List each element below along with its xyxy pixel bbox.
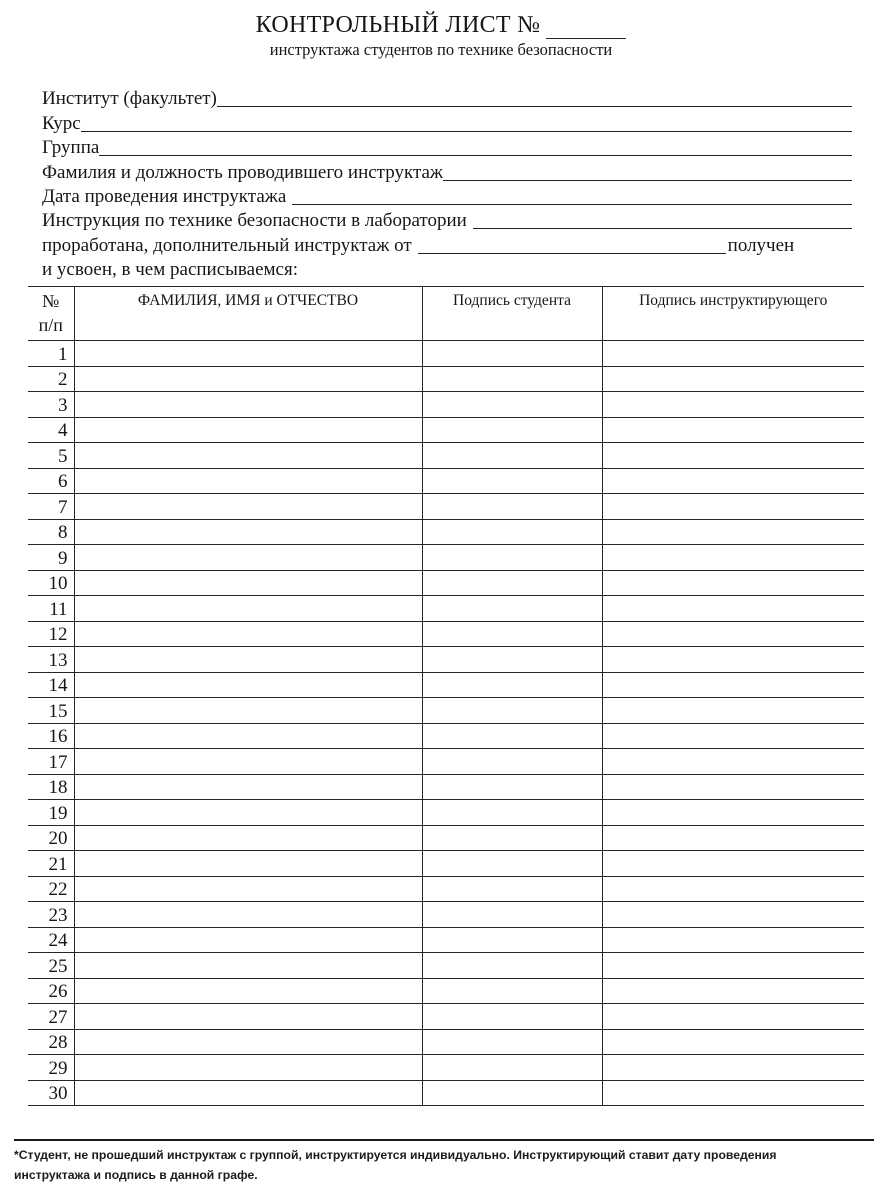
name-cell[interactable]	[74, 596, 422, 622]
name-cell[interactable]	[74, 927, 422, 953]
student-signature-cell[interactable]	[422, 1004, 602, 1030]
instructor-signature-cell[interactable]	[602, 774, 864, 800]
row-number: 5	[28, 443, 74, 469]
table-row	[28, 443, 864, 469]
footnote-line-1: *Студент, не прошедший инструктаж с группой, инструктируется индивидуально. Инструктирующий ставит дату проведения	[14, 1148, 777, 1162]
course-field	[42, 110, 852, 134]
table-row	[28, 902, 864, 928]
sheet-title-text: КОНТРОЛЬНЫЙ ЛИСТ №	[255, 12, 541, 38]
student-signature-cell[interactable]	[422, 1055, 602, 1081]
instructor-signature-cell[interactable]	[602, 545, 864, 571]
name-cell[interactable]	[74, 443, 422, 469]
name-cell[interactable]	[74, 341, 422, 367]
instructor-signature-cell[interactable]	[602, 1029, 864, 1055]
table-row	[28, 749, 864, 775]
student-signature-cell[interactable]	[422, 494, 602, 520]
table-row	[28, 876, 864, 902]
student-signature-cell[interactable]	[422, 341, 602, 367]
instructor-signature-column-header: Подпись инструктирующего	[602, 287, 864, 341]
instructor-signature-cell[interactable]	[602, 698, 864, 724]
row-number: 23	[28, 902, 74, 928]
row-number: 21	[28, 851, 74, 877]
footnote-divider	[14, 1139, 874, 1141]
instructor-signature-cell[interactable]	[602, 519, 864, 545]
name-cell[interactable]	[74, 1029, 422, 1055]
row-number: 28	[28, 1029, 74, 1055]
student-signature-cell[interactable]	[422, 647, 602, 673]
instructor-signature-cell[interactable]	[602, 647, 864, 673]
student-signature-cell[interactable]	[422, 417, 602, 443]
student-signature-cell[interactable]	[422, 443, 602, 469]
row-number: 30	[28, 1080, 74, 1106]
row-number: 2	[28, 366, 74, 392]
table-row	[28, 392, 864, 418]
instructor-signature-cell[interactable]	[602, 621, 864, 647]
student-signature-cell[interactable]	[422, 698, 602, 724]
group-field	[42, 135, 852, 159]
name-cell[interactable]	[74, 468, 422, 494]
laboratory-blank[interactable]	[473, 211, 852, 229]
name-cell[interactable]	[74, 417, 422, 443]
instructor-blank[interactable]	[443, 163, 852, 181]
instructor-signature-cell[interactable]	[602, 851, 864, 877]
table-row	[28, 596, 864, 622]
table-row	[28, 698, 864, 724]
additional-instruction-label: проработана, дополнительный инструктаж от	[42, 234, 412, 256]
group-blank[interactable]	[99, 138, 852, 156]
instructor-signature-cell[interactable]	[602, 341, 864, 367]
instructor-signature-cell[interactable]	[602, 494, 864, 520]
student-signature-cell[interactable]	[422, 1029, 602, 1055]
instructor-signature-cell[interactable]	[602, 392, 864, 418]
student-signature-cell[interactable]	[422, 800, 602, 826]
table-row	[28, 468, 864, 494]
name-cell[interactable]	[74, 953, 422, 979]
student-signature-cell[interactable]	[422, 851, 602, 877]
name-cell[interactable]	[74, 902, 422, 928]
name-cell[interactable]	[74, 392, 422, 418]
student-signature-cell[interactable]	[422, 825, 602, 851]
date-field	[42, 184, 852, 208]
header-fields	[42, 86, 852, 281]
table-row	[28, 519, 864, 545]
instructor-signature-cell[interactable]	[602, 1055, 864, 1081]
table-row	[28, 927, 864, 953]
student-signature-cell[interactable]	[422, 545, 602, 571]
student-signature-cell[interactable]	[422, 749, 602, 775]
instructor-signature-cell[interactable]	[602, 672, 864, 698]
student-signature-cell[interactable]	[422, 1080, 602, 1106]
name-cell[interactable]	[74, 825, 422, 851]
num-header-line1: №	[42, 291, 60, 311]
student-signature-cell[interactable]	[422, 519, 602, 545]
student-signature-cell[interactable]	[422, 468, 602, 494]
row-number: 13	[28, 647, 74, 673]
student-signature-cell[interactable]	[422, 621, 602, 647]
student-signature-cell[interactable]	[422, 978, 602, 1004]
row-number: 29	[28, 1055, 74, 1081]
sheet-number-blank[interactable]	[546, 17, 626, 39]
instructor-signature-cell[interactable]	[602, 596, 864, 622]
row-number: 8	[28, 519, 74, 545]
sheet-subtitle: инструктажа студентов по технике безопасности	[269, 40, 613, 59]
institute-blank[interactable]	[217, 89, 852, 107]
name-cell[interactable]	[74, 647, 422, 673]
table-row	[28, 723, 864, 749]
instructor-signature-cell[interactable]	[602, 876, 864, 902]
name-cell[interactable]	[74, 1004, 422, 1030]
received-label: получен	[727, 234, 795, 256]
instructor-signature-cell[interactable]	[602, 927, 864, 953]
table-row	[28, 621, 864, 647]
table-row	[28, 953, 864, 979]
table-row	[28, 545, 864, 571]
course-blank[interactable]	[81, 114, 852, 132]
num-header-line2: п/п	[38, 315, 63, 335]
row-number: 4	[28, 417, 74, 443]
name-cell[interactable]	[74, 570, 422, 596]
roster-body	[28, 341, 864, 1106]
table-row	[28, 1029, 864, 1055]
table-row	[28, 1004, 864, 1030]
student-signature-cell[interactable]	[422, 723, 602, 749]
row-number: 7	[28, 494, 74, 520]
table-row	[28, 825, 864, 851]
row-number: 14	[28, 672, 74, 698]
student-signature-cell[interactable]	[422, 570, 602, 596]
name-cell[interactable]	[74, 978, 422, 1004]
acknowledgement-label: и усвоен, в чем расписываемся:	[42, 259, 298, 281]
student-signature-cell[interactable]	[422, 366, 602, 392]
instructor-field	[42, 159, 852, 183]
name-cell[interactable]	[74, 723, 422, 749]
acknowledgement-line	[42, 257, 852, 281]
name-cell[interactable]	[74, 1055, 422, 1081]
row-number: 11	[28, 596, 74, 622]
table-row	[28, 647, 864, 673]
instructor-signature-cell[interactable]	[602, 800, 864, 826]
table-row	[28, 417, 864, 443]
instructor-signature-cell[interactable]	[602, 1004, 864, 1030]
row-number: 3	[28, 392, 74, 418]
name-column-header: ФАМИЛИЯ, ИМЯ и ОТЧЕСТВО	[74, 287, 422, 341]
table-row	[28, 1055, 864, 1081]
date-blank[interactable]	[292, 187, 852, 205]
student-signature-cell[interactable]	[422, 927, 602, 953]
instructor-signature-cell[interactable]	[602, 366, 864, 392]
name-cell[interactable]	[74, 749, 422, 775]
name-cell[interactable]	[74, 1080, 422, 1106]
footnote-line-2: инструктажа и подпись в данной графе.	[14, 1168, 258, 1182]
sheet-title	[0, 12, 882, 39]
instructor-signature-cell[interactable]	[602, 570, 864, 596]
course-label: Курс	[42, 112, 81, 134]
name-cell[interactable]	[74, 494, 422, 520]
row-number: 16	[28, 723, 74, 749]
additional-instruction-field	[42, 232, 852, 256]
table-row	[28, 341, 864, 367]
roster-table-wrap	[28, 286, 864, 1106]
num-column-header	[28, 287, 74, 341]
row-number: 18	[28, 774, 74, 800]
name-cell[interactable]	[74, 774, 422, 800]
roster-table	[28, 286, 864, 1106]
table-row	[28, 851, 864, 877]
row-number: 15	[28, 698, 74, 724]
table-row	[28, 672, 864, 698]
student-signature-cell[interactable]	[422, 876, 602, 902]
table-row	[28, 494, 864, 520]
instruction-field	[42, 208, 852, 232]
instructor-signature-cell[interactable]	[602, 443, 864, 469]
row-number: 25	[28, 953, 74, 979]
instruction-label: Инструкция по технике безопасности в лаборатории	[42, 210, 467, 232]
name-cell[interactable]	[74, 519, 422, 545]
footnote	[14, 1145, 874, 1185]
row-number: 12	[28, 621, 74, 647]
date-label: Дата проведения инструктажа	[42, 185, 287, 207]
row-number: 9	[28, 545, 74, 571]
instructor-signature-cell[interactable]	[602, 953, 864, 979]
name-cell[interactable]	[74, 672, 422, 698]
instructor-label: Фамилия и должность проводившего инструктаж	[42, 161, 444, 183]
student-signature-cell[interactable]	[422, 392, 602, 418]
student-signature-cell[interactable]	[422, 774, 602, 800]
institute-field	[42, 86, 852, 110]
name-cell[interactable]	[74, 800, 422, 826]
student-signature-cell[interactable]	[422, 902, 602, 928]
additional-instruction-date-blank[interactable]	[418, 236, 726, 254]
table-row	[28, 774, 864, 800]
instructor-signature-cell[interactable]	[602, 825, 864, 851]
name-cell[interactable]	[74, 621, 422, 647]
name-cell[interactable]	[74, 545, 422, 571]
table-row	[28, 1080, 864, 1106]
row-number: 17	[28, 749, 74, 775]
row-number: 26	[28, 978, 74, 1004]
row-number: 24	[28, 927, 74, 953]
row-number: 19	[28, 800, 74, 826]
table-row	[28, 800, 864, 826]
row-number: 1	[28, 341, 74, 367]
name-cell[interactable]	[74, 698, 422, 724]
student-signature-column-header: Подпись студента	[422, 287, 602, 341]
name-cell[interactable]	[74, 851, 422, 877]
student-signature-cell[interactable]	[422, 953, 602, 979]
table-row	[28, 570, 864, 596]
roster-header-row	[28, 287, 864, 341]
instructor-signature-cell[interactable]	[602, 723, 864, 749]
row-number: 10	[28, 570, 74, 596]
instructor-signature-cell[interactable]	[602, 468, 864, 494]
name-cell[interactable]	[74, 876, 422, 902]
group-label: Группа	[42, 137, 100, 159]
institute-label: Институт (факультет)	[42, 88, 217, 110]
student-signature-cell[interactable]	[422, 596, 602, 622]
instructor-signature-cell[interactable]	[602, 749, 864, 775]
table-row	[28, 366, 864, 392]
instructor-signature-cell[interactable]	[602, 902, 864, 928]
instructor-signature-cell[interactable]	[602, 417, 864, 443]
row-number: 6	[28, 468, 74, 494]
student-signature-cell[interactable]	[422, 672, 602, 698]
row-number: 20	[28, 825, 74, 851]
name-cell[interactable]	[74, 366, 422, 392]
table-row	[28, 978, 864, 1004]
instructor-signature-cell[interactable]	[602, 978, 864, 1004]
row-number: 27	[28, 1004, 74, 1030]
instructor-signature-cell[interactable]	[602, 1080, 864, 1106]
row-number: 22	[28, 876, 74, 902]
